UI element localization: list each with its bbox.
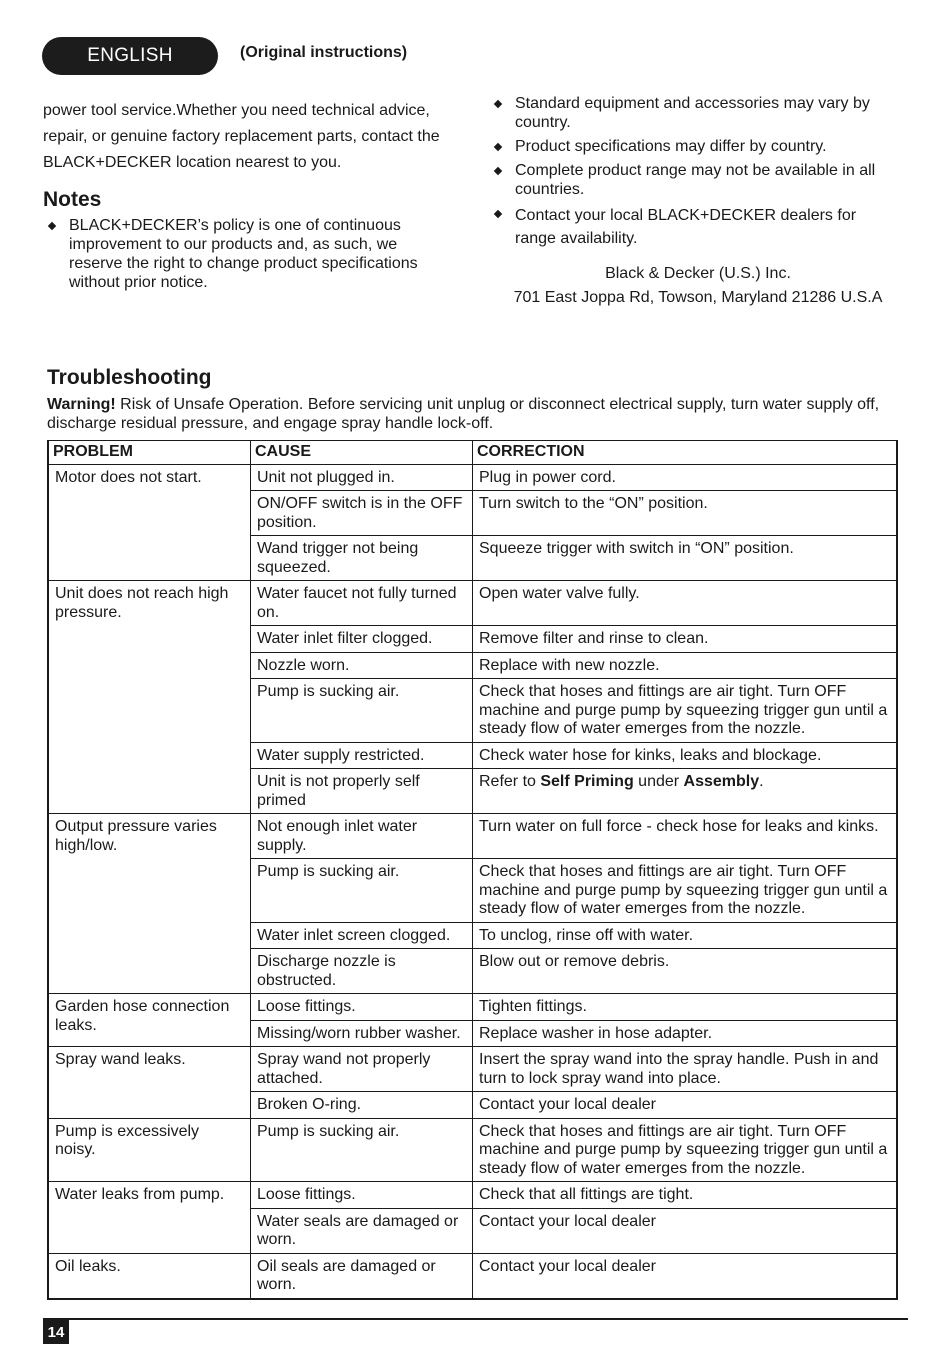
table-row xyxy=(48,1047,897,1092)
cause-cell: Spray wand not properly attached. xyxy=(251,1047,473,1092)
table-row xyxy=(48,581,897,626)
cause-cell: Broken O-ring. xyxy=(251,1092,473,1119)
problem-cell: Output pressure varies high/low. xyxy=(48,814,251,994)
language-badge: ENGLISH xyxy=(42,37,218,75)
table-row xyxy=(48,814,897,859)
correction-cell: Remove filter and rinse to clean. xyxy=(473,626,898,653)
problem-cell: Pump is excessively noisy. xyxy=(48,1118,251,1182)
cause-cell: Water faucet not fully turned on. xyxy=(251,581,473,626)
correction-cell: Check that hoses and fittings are air tight. Turn OFF machine and purge pump by squeezing trigger gun until a steady flow of water emerges from the nozzle. xyxy=(473,859,898,923)
problem-cell: Water leaks from pump. xyxy=(48,1182,251,1254)
correction-cell: Turn water on full force - check hose for leaks and kinks. xyxy=(473,814,898,859)
diamond-bullet-icon xyxy=(494,143,502,151)
table-row xyxy=(48,1118,897,1182)
address-line-1: Black & Decker (U.S.) Inc. xyxy=(605,265,791,282)
problem-cell: Unit does not reach high pressure. xyxy=(48,581,251,814)
problem-cell: Spray wand leaks. xyxy=(48,1047,251,1119)
diamond-bullet-icon xyxy=(494,167,502,175)
troubleshooting-table xyxy=(47,440,898,1300)
correction-cell: Replace with new nozzle. xyxy=(473,652,898,679)
self-priming-ref: Self Priming xyxy=(540,773,634,790)
correction-cell: Check that all fittings are tight. xyxy=(473,1182,898,1209)
correction-cell: Contact your local dealer xyxy=(473,1253,898,1299)
cause-cell: Unit is not properly self primed xyxy=(251,769,473,814)
correction-cell: Contact your local dealer xyxy=(473,1092,898,1119)
cause-cell: Water seals are damaged or worn. xyxy=(251,1208,473,1253)
original-instructions-label: (Original instructions) xyxy=(240,44,408,61)
cause-cell: Missing/worn rubber washer. xyxy=(251,1020,473,1047)
correction-cell: Refer to Self Priming under Assembly. xyxy=(473,769,898,814)
table-row xyxy=(48,1253,897,1299)
correction-cell: Check that hoses and fittings are air tight. Turn OFF machine and purge pump by squeezing trigger gun until a steady flow of water emerges from the nozzle. xyxy=(473,1118,898,1182)
cause-cell: Pump is sucking air. xyxy=(251,679,473,743)
cause-cell: Water supply restricted. xyxy=(251,742,473,769)
safety-warning xyxy=(47,395,917,433)
correction-cell: Turn switch to the “ON” position. xyxy=(473,491,898,536)
correction-cell: Plug in power cord. xyxy=(473,464,898,491)
cause-header: CAUSE xyxy=(251,441,473,465)
correction-header: CORRECTION xyxy=(473,441,898,465)
table-row xyxy=(48,464,897,491)
cause-cell: Discharge nozzle is obstructed. xyxy=(251,949,473,994)
correction-cell: Blow out or remove debris. xyxy=(473,949,898,994)
intro-paragraph: power tool service.Whether you need technical advice, repair, or genuine factory replacement parts, contact the BLACK+DECKER location nearest to you. xyxy=(43,102,440,171)
problem-cell: Oil leaks. xyxy=(48,1253,251,1299)
page-number: 14 xyxy=(43,1320,69,1344)
notes-item: BLACK+DECKER’s policy is one of continuous improvement to our products and, as such, we reserve the right to change product specifications without prior notice. xyxy=(44,216,444,292)
table-row xyxy=(48,994,897,1021)
regional-note-item: Standard equipment and accessories may vary by country. xyxy=(490,94,900,132)
notes-list xyxy=(44,216,444,297)
address-line-2: 701 East Joppa Rd, Towson, Maryland 21286 U.S.A xyxy=(513,289,883,306)
cause-cell: Unit not plugged in. xyxy=(251,464,473,491)
cause-cell: Pump is sucking air. xyxy=(251,859,473,923)
table-row xyxy=(48,1182,897,1209)
correction-cell: Check that hoses and fittings are air tight. Turn OFF machine and purge pump by squeezing trigger gun until a steady flow of water emerges from the nozzle. xyxy=(473,679,898,743)
footer-rule xyxy=(43,1318,908,1320)
correction-cell: Check water hose for kinks, leaks and blockage. xyxy=(473,742,898,769)
regional-notes-list xyxy=(490,94,900,255)
cause-cell: Loose fittings. xyxy=(251,1182,473,1209)
problem-cell: Motor does not start. xyxy=(48,464,251,581)
regional-note-item: Contact your local BLACK+DECKER dealers for range availability. xyxy=(490,204,900,250)
troubleshooting-heading: Troubleshooting xyxy=(47,366,212,389)
correction-cell: Replace washer in hose adapter. xyxy=(473,1020,898,1047)
regional-note-item: Complete product range may not be available in all countries. xyxy=(490,161,900,199)
correction-cell: Insert the spray wand into the spray handle. Push in and turn to lock spray wand into place. xyxy=(473,1047,898,1092)
problem-header: PROBLEM xyxy=(48,441,251,465)
notes-heading: Notes xyxy=(43,188,102,211)
correction-cell: Open water valve fully. xyxy=(473,581,898,626)
regional-note-item: Product specifications may differ by country. xyxy=(490,137,900,156)
table-header-row xyxy=(48,441,897,465)
cause-cell: Pump is sucking air. xyxy=(251,1118,473,1182)
diamond-bullet-icon xyxy=(494,100,502,108)
correction-cell: Tighten fittings. xyxy=(473,994,898,1021)
correction-cell: Squeeze trigger with switch in “ON” position. xyxy=(473,536,898,581)
cause-cell: Water inlet screen clogged. xyxy=(251,922,473,949)
company-address xyxy=(470,262,926,310)
cause-cell: Not enough inlet water supply. xyxy=(251,814,473,859)
cause-cell: Oil seals are damaged or worn. xyxy=(251,1253,473,1299)
cause-cell: Loose fittings. xyxy=(251,994,473,1021)
diamond-bullet-icon xyxy=(48,222,56,230)
cause-cell: ON/OFF switch is in the OFF position. xyxy=(251,491,473,536)
cause-cell: Wand trigger not being squeezed. xyxy=(251,536,473,581)
diamond-bullet-icon xyxy=(494,210,502,218)
assembly-ref: Assembly xyxy=(683,773,760,790)
warning-text: Risk of Unsafe Operation. Before servicing unit unplug or disconnect electrical supply, turn water supply off, discharge residual pressure, and engage spray handle lock-off. xyxy=(47,396,880,432)
correction-cell: To unclog, rinse off with water. xyxy=(473,922,898,949)
problem-cell: Garden hose connection leaks. xyxy=(48,994,251,1047)
cause-cell: Water inlet filter clogged. xyxy=(251,626,473,653)
cause-cell: Nozzle worn. xyxy=(251,652,473,679)
correction-cell: Contact your local dealer xyxy=(473,1208,898,1253)
warning-label: Warning! xyxy=(47,396,116,413)
